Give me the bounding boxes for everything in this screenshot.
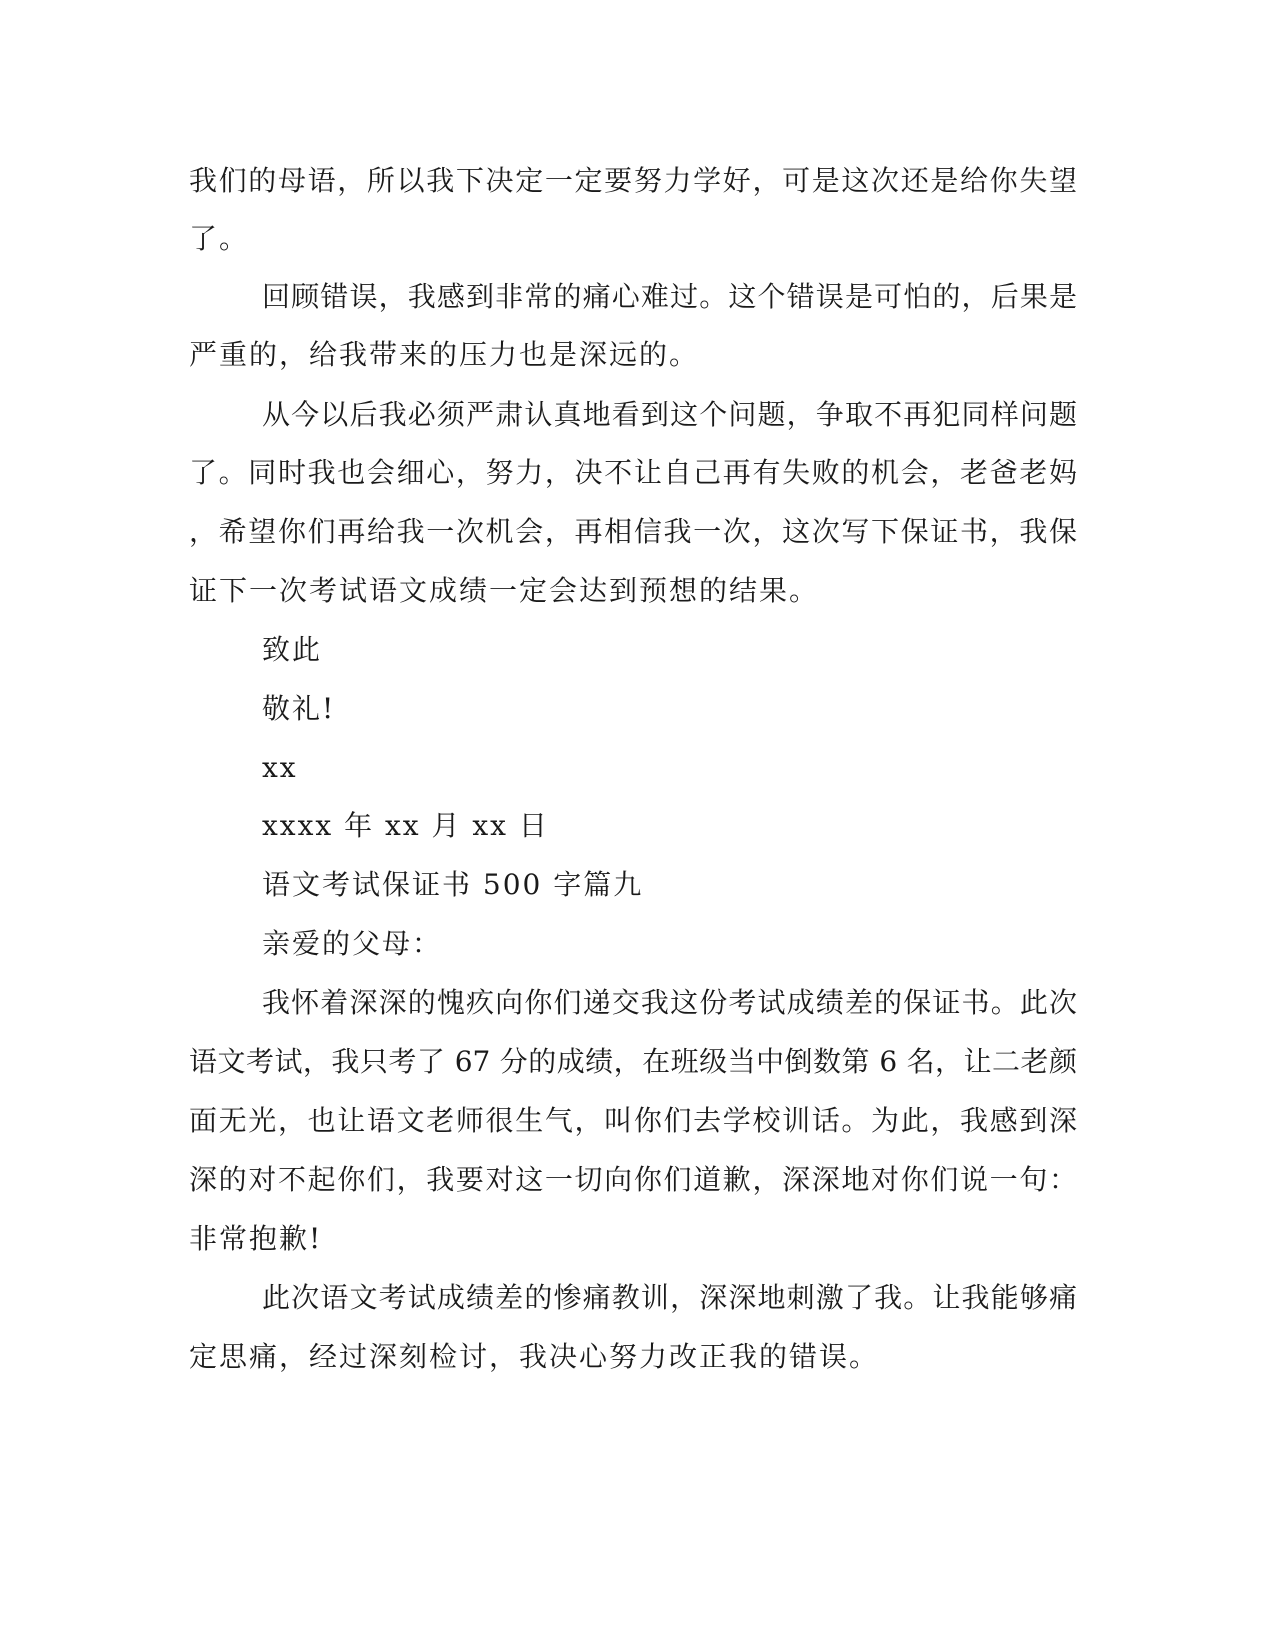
- paragraph-line: 我们的母语，所以我下决定一定要努力学好，可是这次还是给你失望: [189, 164, 1077, 197]
- signature-date: xxxx 年 xx 月 xx 日: [262, 809, 549, 842]
- paragraph-line: 面无光，也让语文老师很生气，叫你们去学校训话。为此，我感到深: [189, 1104, 1077, 1137]
- paragraph-line: 了。同时我也会细心，努力，决不让自己再有失败的机会，老爸老妈: [189, 456, 1077, 489]
- closing-salute: 敬礼!: [262, 692, 336, 725]
- section-heading: 语文考试保证书 500 字篇九: [262, 868, 644, 901]
- paragraph-line: 语文考试，我只考了 67 分的成绩，在班级当中倒数第 6 名，让二老颜: [189, 1045, 1077, 1078]
- paragraph-line: 深的对不起你们，我要对这一切向你们道歉，深深地对你们说一句：: [189, 1163, 1077, 1196]
- paragraph-line: 我怀着深深的愧疚向你们递交我这份考试成绩差的保证书。此次: [262, 986, 1077, 1019]
- paragraph-line: 非常抱歉!: [189, 1222, 323, 1255]
- salutation: 亲爱的父母：: [262, 927, 443, 960]
- paragraph-line: 证下一次考试语文成绩一定会达到预想的结果。: [189, 574, 820, 607]
- signature-name: xx: [262, 751, 298, 784]
- paragraph-line: ，希望你们再给我一次机会，再相信我一次，这次写下保证书，我保: [189, 515, 1077, 548]
- paragraph-line: 回顾错误，我感到非常的痛心难过。这个错误是可怕的，后果是: [262, 280, 1077, 313]
- paragraph-line: 此次语文考试成绩差的惨痛教训，深深地刺激了我。让我能够痛: [262, 1281, 1077, 1314]
- paragraph-line: 定思痛，经过深刻检讨，我决心努力改正我的错误。: [189, 1340, 880, 1373]
- paragraph-line: 了。: [189, 222, 250, 255]
- paragraph-line: 严重的，给我带来的压力也是深远的。: [189, 338, 700, 371]
- paragraph-line: 从今以后我必须严肃认真地看到这个问题，争取不再犯同样问题: [262, 398, 1077, 431]
- closing-phrase: 致此: [262, 633, 323, 666]
